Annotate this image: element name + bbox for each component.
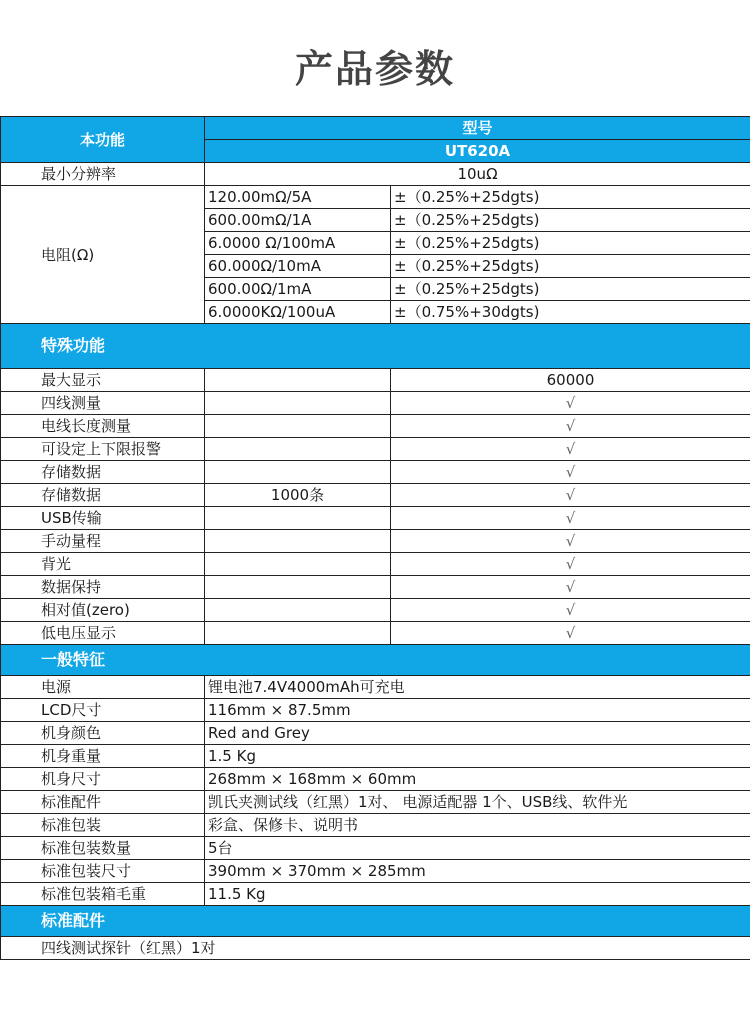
special-value: √ bbox=[391, 392, 750, 415]
special-value: √ bbox=[391, 438, 750, 461]
special-name: 相对值(zero) bbox=[1, 599, 205, 622]
resistance-range: 600.00mΩ/1A bbox=[205, 209, 391, 232]
table-row bbox=[1, 530, 750, 553]
special-value: √ bbox=[391, 622, 750, 645]
special-mid bbox=[205, 392, 391, 415]
spec-table bbox=[0, 116, 750, 960]
table-row bbox=[1, 576, 750, 599]
table-row bbox=[1, 860, 750, 883]
table-row bbox=[1, 837, 750, 860]
special-value: √ bbox=[391, 553, 750, 576]
general-name: 标准包装尺寸 bbox=[1, 860, 205, 883]
resistance-accuracy: ±（0.25%+25dgts) bbox=[391, 209, 750, 232]
resolution-value: 10uΩ bbox=[205, 163, 750, 186]
special-value: √ bbox=[391, 461, 750, 484]
special-name: 低电压显示 bbox=[1, 622, 205, 645]
section-row bbox=[1, 906, 750, 937]
special-name: USB传输 bbox=[1, 507, 205, 530]
table-row bbox=[1, 553, 750, 576]
model-header: UT620A bbox=[205, 140, 750, 163]
resistance-range: 6.0000 Ω/100mA bbox=[205, 232, 391, 255]
section-row bbox=[1, 324, 750, 369]
table-row bbox=[1, 599, 750, 622]
resistance-accuracy: ±（0.25%+25dgts) bbox=[391, 278, 750, 301]
general-value: 锂电池7.4V4000mAh可充电 bbox=[205, 676, 750, 699]
section-accessories: 标准配件 bbox=[1, 906, 750, 937]
general-value: 彩盒、保修卡、说明书 bbox=[205, 814, 750, 837]
resistance-range: 6.0000KΩ/100uA bbox=[205, 301, 391, 324]
resistance-accuracy: ±（0.25%+25dgts) bbox=[391, 255, 750, 278]
special-name: 存储数据 bbox=[1, 484, 205, 507]
special-value: √ bbox=[391, 599, 750, 622]
section-general: 一般特征 bbox=[1, 645, 750, 676]
special-mid: 1000条 bbox=[205, 484, 391, 507]
table-row bbox=[1, 699, 750, 722]
special-mid bbox=[205, 369, 391, 392]
special-value: √ bbox=[391, 576, 750, 599]
table-row bbox=[1, 768, 750, 791]
special-mid bbox=[205, 553, 391, 576]
special-mid bbox=[205, 599, 391, 622]
general-value: 1.5 Kg bbox=[205, 745, 750, 768]
special-mid bbox=[205, 576, 391, 599]
general-name: 标准包装 bbox=[1, 814, 205, 837]
general-value: 268mm × 168mm × 60mm bbox=[205, 768, 750, 791]
basic-function-header: 本功能 bbox=[1, 117, 205, 163]
special-mid bbox=[205, 622, 391, 645]
general-value: 凯氏夹测试线（红黑）1对、 电源适配器 1个、USB线、软件光 bbox=[205, 791, 750, 814]
special-value: 60000 bbox=[391, 369, 750, 392]
table-row bbox=[1, 369, 750, 392]
table-row bbox=[1, 392, 750, 415]
table-row bbox=[1, 186, 750, 209]
special-name: 背光 bbox=[1, 553, 205, 576]
special-name: 可设定上下限报警 bbox=[1, 438, 205, 461]
special-name: 数据保持 bbox=[1, 576, 205, 599]
general-name: 标准配件 bbox=[1, 791, 205, 814]
general-name: 电源 bbox=[1, 676, 205, 699]
section-special: 特殊功能 bbox=[1, 324, 750, 369]
general-value: 11.5 Kg bbox=[205, 883, 750, 906]
special-mid bbox=[205, 415, 391, 438]
special-name: 存储数据 bbox=[1, 461, 205, 484]
table-row bbox=[1, 937, 750, 960]
special-mid bbox=[205, 507, 391, 530]
table-row bbox=[1, 791, 750, 814]
resistance-accuracy: ±（0.75%+30dgts) bbox=[391, 301, 750, 324]
table-row bbox=[1, 676, 750, 699]
resistance-accuracy: ±（0.25%+25dgts) bbox=[391, 232, 750, 255]
special-name: 手动量程 bbox=[1, 530, 205, 553]
model-label-header: 型号 bbox=[205, 117, 750, 140]
table-row bbox=[1, 415, 750, 438]
general-value: 5台 bbox=[205, 837, 750, 860]
special-mid bbox=[205, 461, 391, 484]
resolution-label: 最小分辨率 bbox=[1, 163, 205, 186]
table-row bbox=[1, 745, 750, 768]
table-row bbox=[1, 438, 750, 461]
general-name: 标准包装箱毛重 bbox=[1, 883, 205, 906]
page-title: 产品参数 bbox=[294, 47, 455, 91]
special-name: 最大显示 bbox=[1, 369, 205, 392]
special-value: √ bbox=[391, 415, 750, 438]
resistance-range: 60.000Ω/10mA bbox=[205, 255, 391, 278]
general-name: 机身尺寸 bbox=[1, 768, 205, 791]
resistance-label: 电阻(Ω) bbox=[1, 186, 205, 324]
special-mid bbox=[205, 438, 391, 461]
table-row bbox=[1, 484, 750, 507]
resistance-accuracy: ±（0.25%+25dgts) bbox=[391, 186, 750, 209]
general-value: 390mm × 370mm × 285mm bbox=[205, 860, 750, 883]
accessory-item: 四线测试探针（红黑）1对 bbox=[1, 937, 750, 960]
general-name: LCD尺寸 bbox=[1, 699, 205, 722]
table-row bbox=[1, 883, 750, 906]
table-row bbox=[1, 461, 750, 484]
table-row bbox=[1, 622, 750, 645]
special-mid bbox=[205, 530, 391, 553]
special-name: 四线测量 bbox=[1, 392, 205, 415]
special-value: √ bbox=[391, 507, 750, 530]
general-name: 标准包装数量 bbox=[1, 837, 205, 860]
general-name: 机身颜色 bbox=[1, 722, 205, 745]
table-row bbox=[1, 814, 750, 837]
resistance-range: 600.00Ω/1mA bbox=[205, 278, 391, 301]
resistance-range: 120.00mΩ/5A bbox=[205, 186, 391, 209]
general-value: 116mm × 87.5mm bbox=[205, 699, 750, 722]
table-row bbox=[1, 507, 750, 530]
special-value: √ bbox=[391, 530, 750, 553]
special-value: √ bbox=[391, 484, 750, 507]
special-name: 电线长度测量 bbox=[1, 415, 205, 438]
general-name: 机身重量 bbox=[1, 745, 205, 768]
table-row bbox=[1, 722, 750, 745]
section-row bbox=[1, 645, 750, 676]
general-value: Red and Grey bbox=[205, 722, 750, 745]
